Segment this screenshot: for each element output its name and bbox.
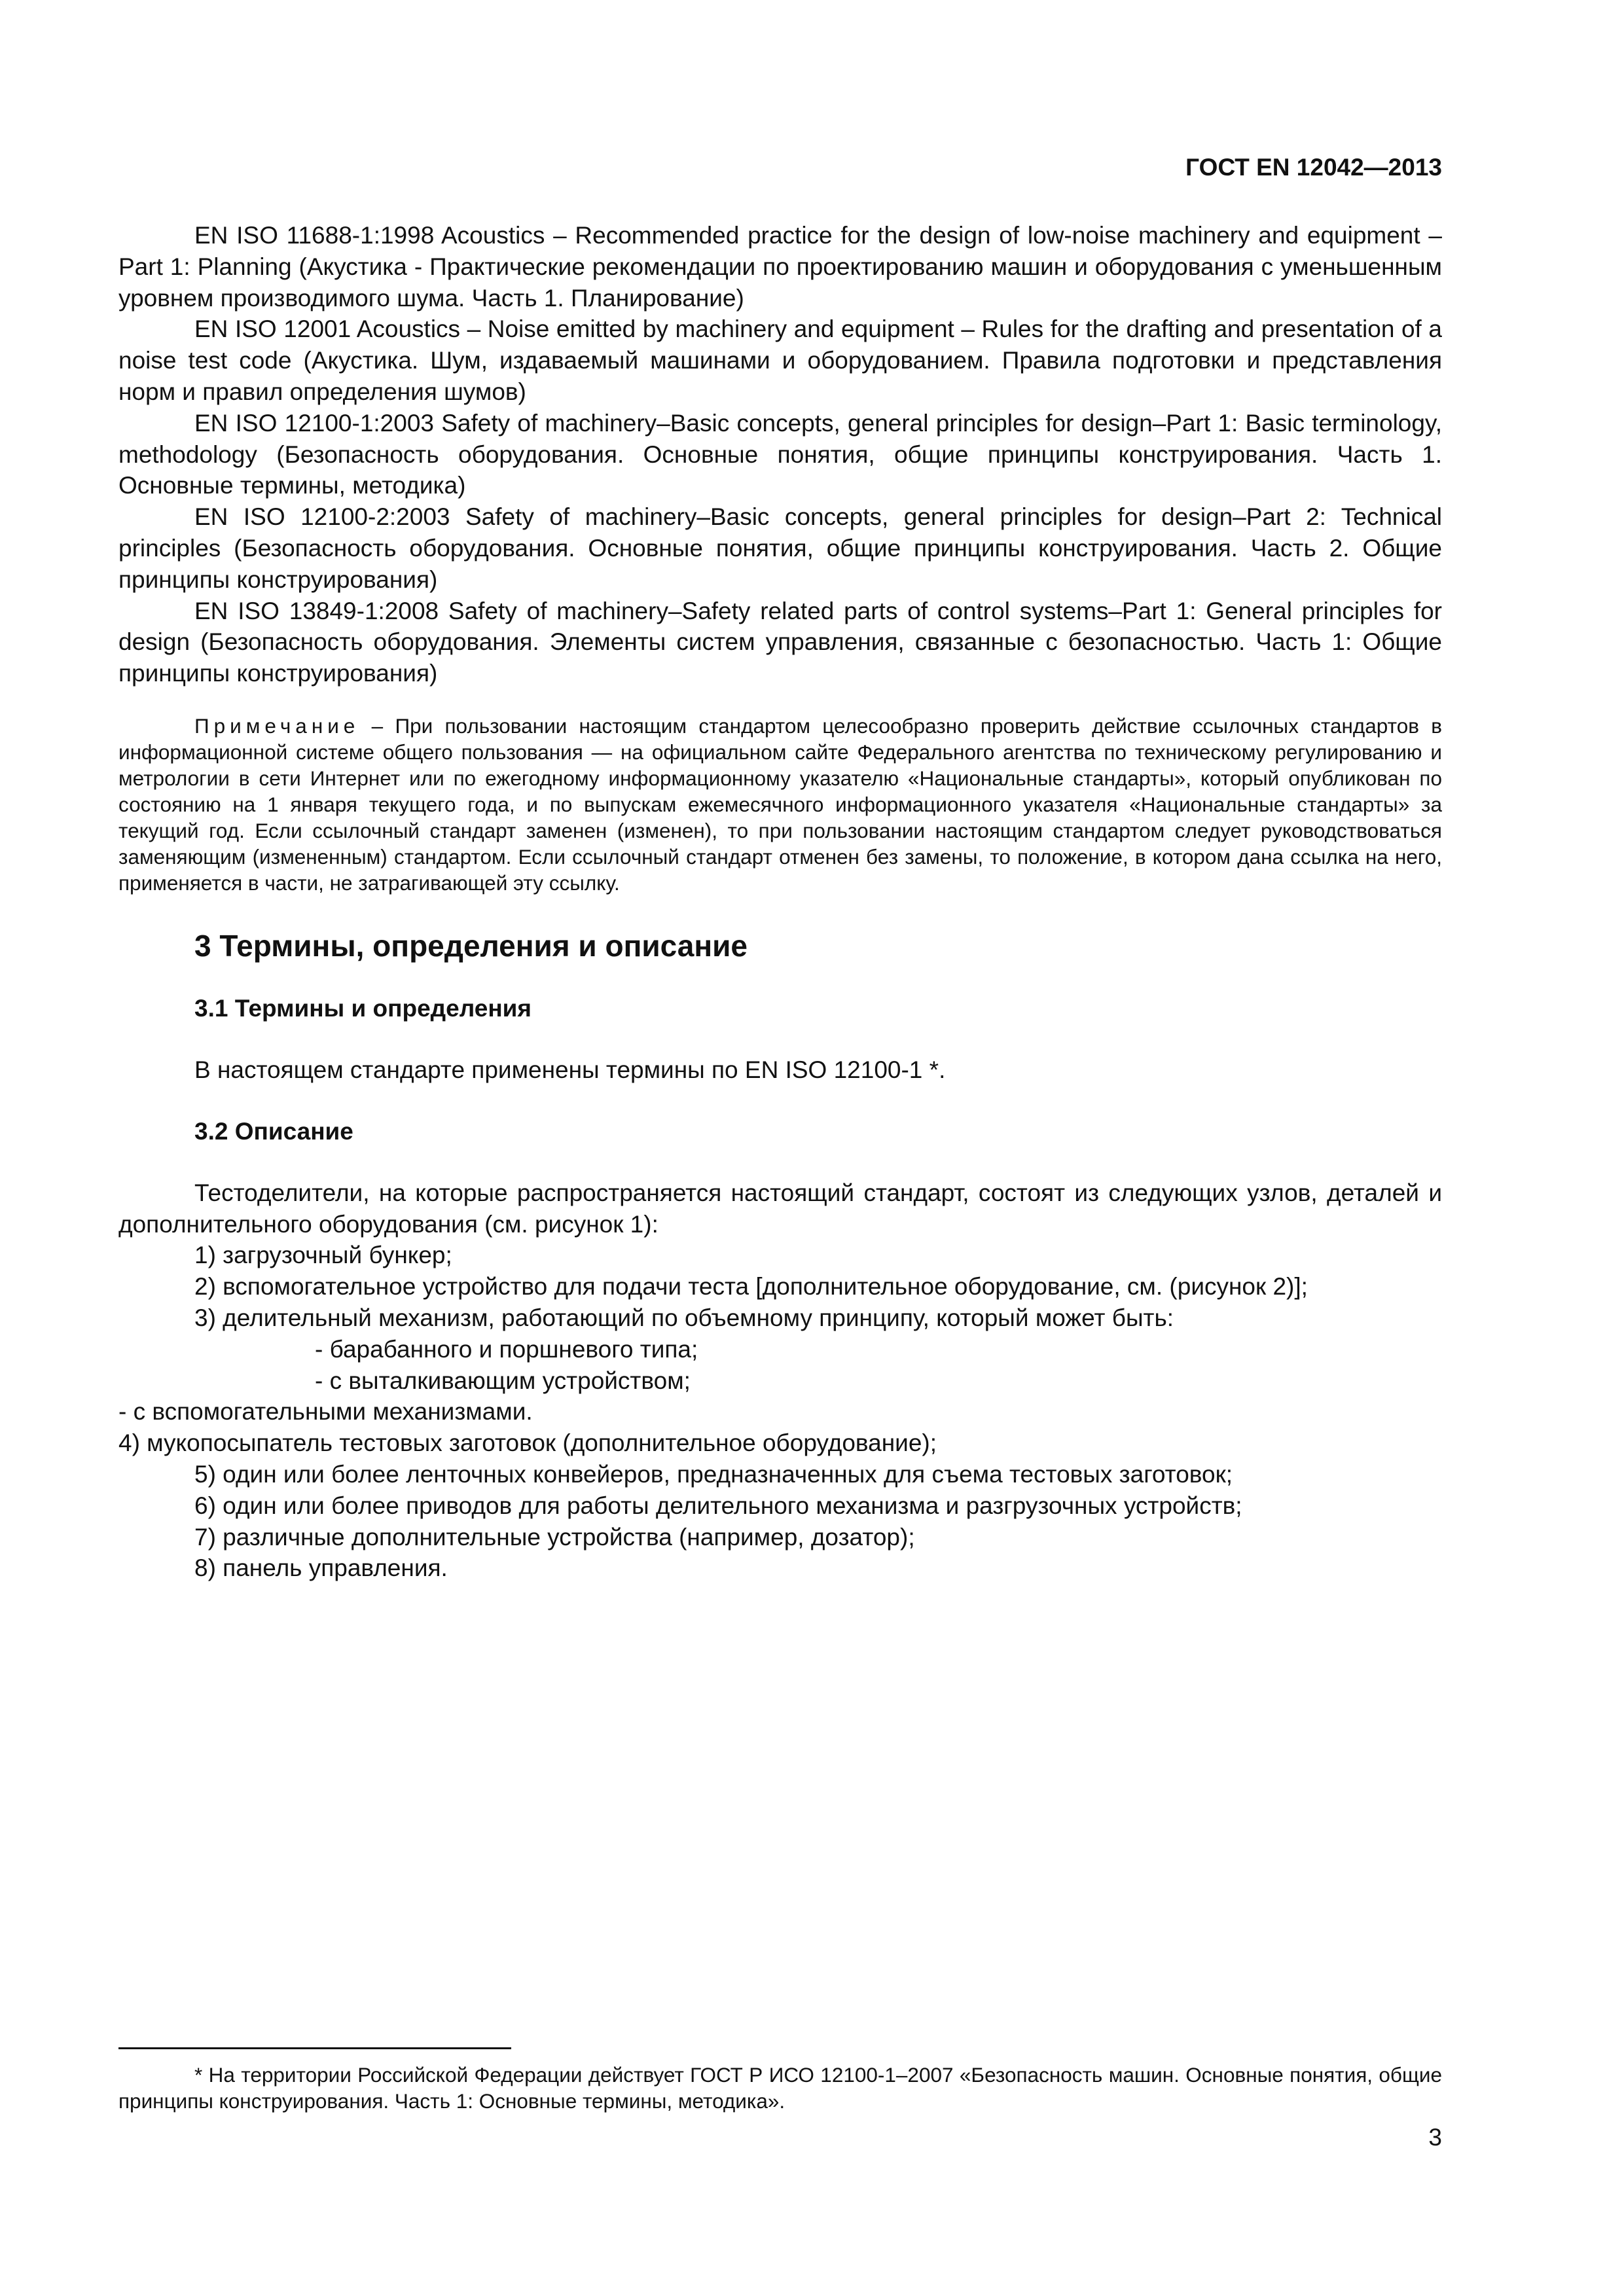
section-3-title: 3 Термины, определения и описание	[194, 928, 748, 963]
note-paragraph	[118, 713, 1442, 896]
reference-entry: EN ISO 12001 Acoustics – Noise emitted by machinery and equipment – Rules for the drafting and presentation of a noise test code (Акустика. Шум, издаваемый машинами и оборудованием. Правила подготовки и представления норм и правил определения шумов)	[118, 315, 1442, 405]
reference-entry: EN ISO 12100-2:2003 Safety of machinery–Basic concepts, general principles for design–Part 2: Technical principles (Безопасность оборудования. Основные понятия, общие принципы конструирования. Часть 2. Общие принципы конструирования)	[118, 503, 1442, 593]
note-label: Примечание	[194, 713, 360, 738]
reference-entry: EN ISO 12100-1:2003 Safety of machinery–Basic concepts, general principles for design–Part 1: Basic terminology, methodology (Безопасность оборудования. Основные понятия, общие принципы конструирования. Часть 1. Основные термины, методика)	[118, 409, 1442, 499]
subsection-3-2-title: 3.2 Описание	[194, 1117, 353, 1145]
reference-entry: EN ISO 11688-1:1998 Acoustics – Recommended practice for the design of low-noise machinery and equipment – Part 1: Planning (Акустика - Практические рекомендации по проектированию машин и оборудования с уменьшенным уровнем производимого шума. Часть 1. Планирование)	[118, 222, 1442, 312]
subsection-3-1-title: 3.1 Термины и определения	[194, 994, 532, 1022]
list-item: 4) мукопосыпатель тестовых заготовок (дополнительное оборудование);	[118, 1429, 937, 1457]
sub-list-item: - с выталкивающим устройством;	[315, 1367, 691, 1394]
document-header: ГОСТ EN 12042—2013	[1185, 154, 1442, 181]
page-number: 3	[1428, 2124, 1442, 2151]
description-intro: Тестоделители, на которые распространяется настоящий стандарт, состоят из следующих узлов, деталей и дополнительного оборудования (см. рисунок 1):	[118, 1179, 1442, 1238]
list-item: 7) различные дополнительные устройства (например, дозатор);	[194, 1523, 915, 1551]
list-item: 2) вспомогательное устройство для подачи теста [дополнительное оборудование, см. (рисунок 2)];	[194, 1273, 1308, 1300]
document-body	[118, 220, 1442, 1584]
subsection-3-1-text: В настоящем стандарте применены термины по EN ISO 12100-1 *.	[194, 1056, 946, 1083]
list-item: 5) один или более ленточных конвейеров, предназначенных для съема тестовых заготовок;	[194, 1460, 1233, 1488]
sub-list-item: - барабанного и поршневого типа;	[315, 1335, 698, 1363]
footnote: * На территории Российской Федерации действует ГОСТ Р ИСО 12100-1–2007 «Безопасность машин. Основные понятия, общие принципы конструирования. Часть 1: Основные термины, методика».	[118, 2063, 1442, 2113]
list-item: 6) один или более приводов для работы делительного механизма и разгрузочных устройств;	[194, 1492, 1242, 1519]
footnote-divider	[118, 2047, 511, 2049]
note-text: – При пользовании настоящим стандартом целесообразно проверить действие ссылочных стандартов в информационной системе общего пользования — на официальном сайте Федерального агентства по техническому регулированию и метрологии в сети Интернет или по ежегодному информационному указателю «Национальные стандарты», который опубликован по состоянию на 1 января текущего года, и по выпускам ежемесячного информационного указателя «Национальные стандарты» за текущий год. Если ссылочный стандарт заменен (изменен), то при пользовании настоящим стандартом следует руководствоваться заменяющим (измененным) стандартом. Если ссылочный стандарт отменен без замены, то положение, в котором дана ссылка на него, применяется в части, не затрагивающей эту ссылку.	[118, 713, 1442, 895]
sub-list-item: - с вспомогательными механизмами.	[118, 1398, 533, 1426]
list-item: 8) панель управления.	[194, 1554, 448, 1582]
list-item: 1) загрузочный бункер;	[194, 1242, 452, 1269]
reference-entry: EN ISO 13849-1:2008 Safety of machinery–Safety related parts of control systems–Part 1: General principles for design (Безопасность оборудования. Элементы систем управления, связанные с безопасностью. Часть 1: Общие принципы конструирования)	[118, 597, 1442, 687]
list-item: 3) делительный механизм, работающий по объемному принципу, который может быть:	[194, 1304, 1174, 1331]
